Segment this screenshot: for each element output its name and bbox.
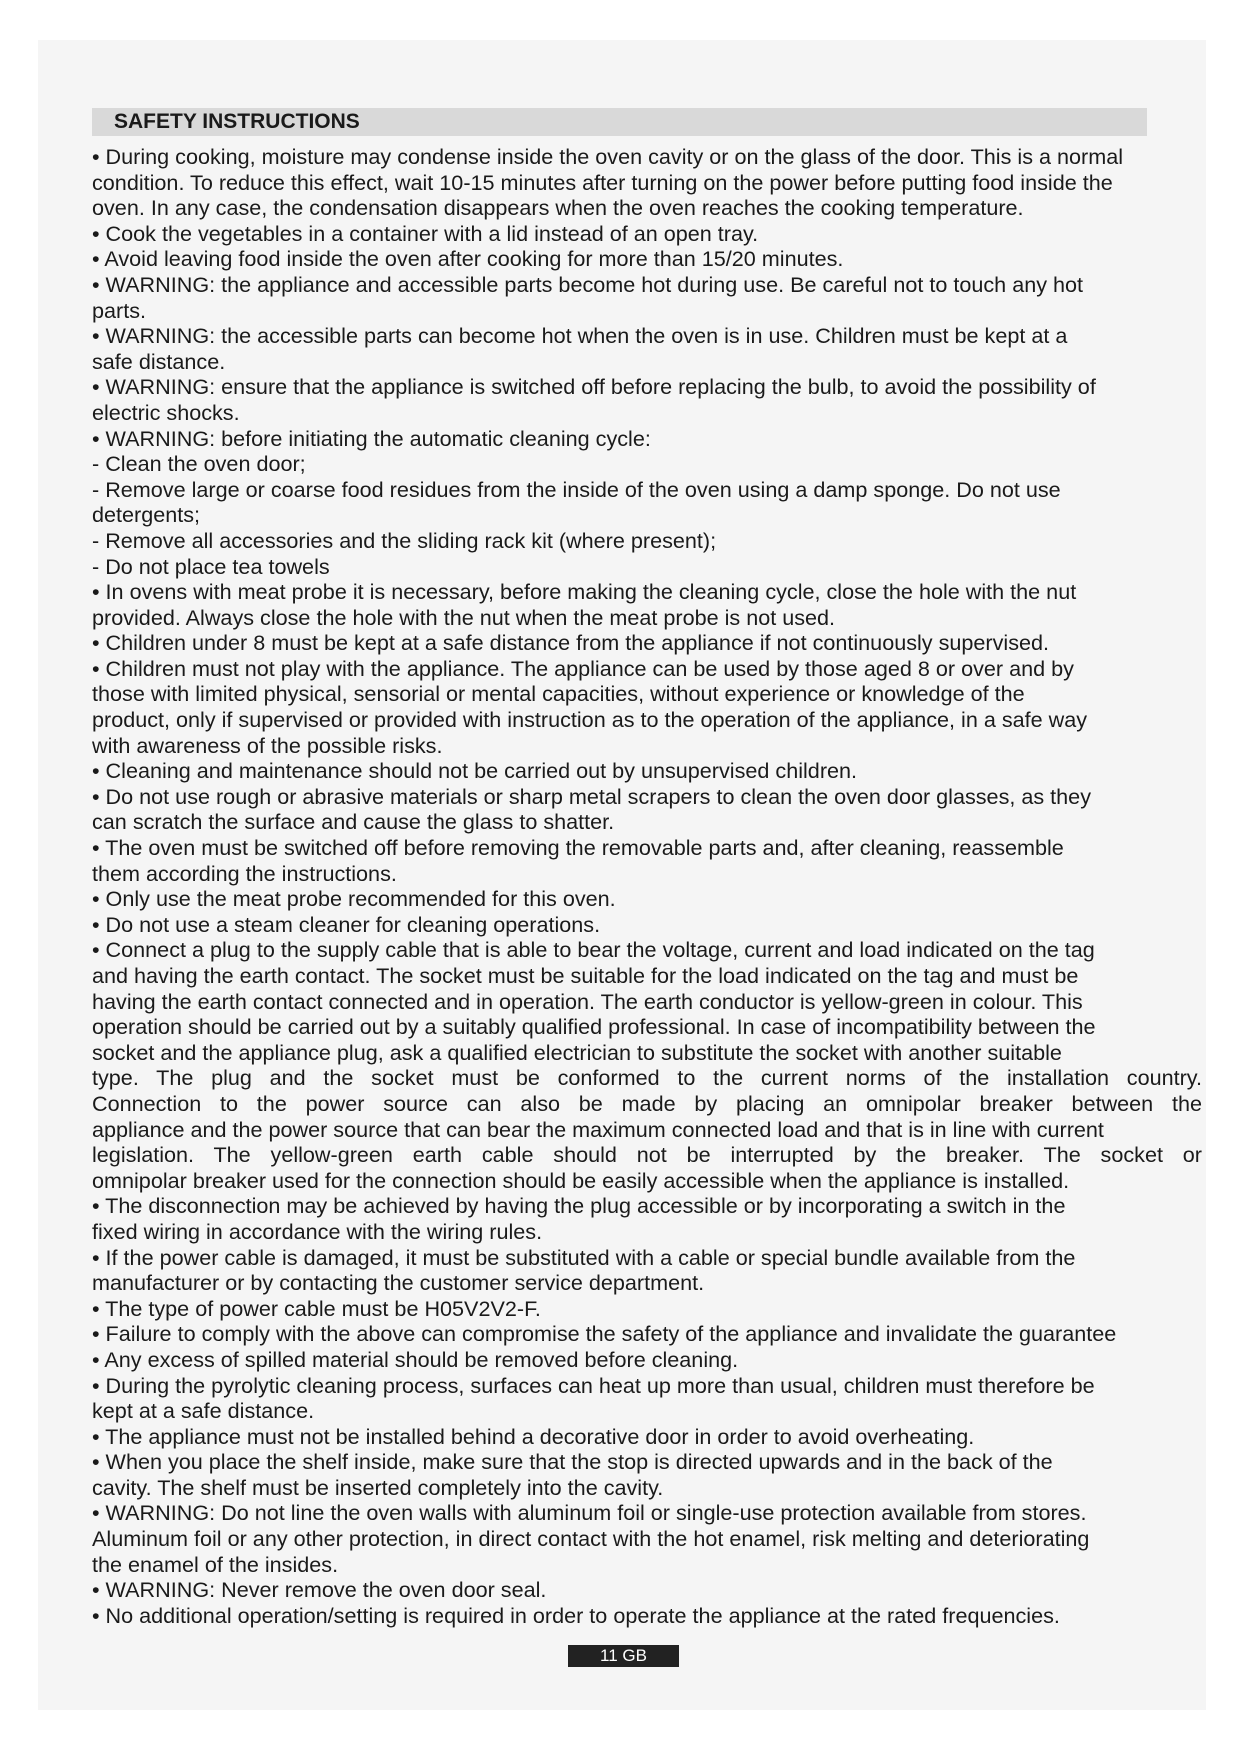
text-line: • Do not use a steam cleaner for cleaning operations. (92, 911, 601, 937)
text-line: • WARNING: the accessible parts can become hot when the oven is in use. Children must be kept at a (92, 323, 1068, 349)
text-line: • No additional operation/setting is required in order to operate the appliance at the rated frequencies. (92, 1602, 1060, 1628)
text-line: • Any excess of spilled material should be removed before cleaning. (92, 1346, 739, 1372)
text-line: Aluminum foil or any other protection, in direct contact with the hot enamel, risk melting and deteriorating (92, 1526, 1090, 1552)
text-line: • Children under 8 must be kept at a safe distance from the appliance if not continuously supervised. (92, 630, 1050, 656)
text-line: manufacturer or by contacting the customer service department. (92, 1270, 705, 1296)
text-line: appliance and the power source that can bear the maximum connected load and that is in line with current (92, 1116, 1104, 1142)
text-line: condition. To reduce this effect, wait 10-15 minutes after turning on the power before putting food inside the (92, 169, 1113, 195)
text-line: kept at a safe distance. (92, 1398, 315, 1424)
text-line: • Cleaning and maintenance should not be carried out by unsupervised children. (92, 758, 858, 784)
text-line: parts. (92, 297, 147, 323)
text-line: • Cook the vegetables in a container with a lid instead of an open tray. (92, 220, 759, 246)
text-line: safe distance. (92, 348, 226, 374)
text-line: cavity. The shelf must be inserted completely into the cavity. (92, 1474, 664, 1500)
text-line: • The oven must be switched off before removing the removable parts and, after cleaning, reassemble (92, 835, 1064, 861)
text-line: • The type of power cable must be H05V2V2-F. (92, 1295, 541, 1321)
text-line: legislation. The yellow-green earth cable should not be interrupted by the breaker. The socket or (92, 1142, 1202, 1168)
text-line: fixed wiring in accordance with the wiring rules. (92, 1218, 543, 1244)
instructions-body (92, 144, 1202, 1654)
text-line: electric shocks. (92, 399, 240, 425)
text-line: • WARNING: Do not line the oven walls with aluminum foil or single-use protection available from stores. (92, 1500, 1087, 1526)
text-line: • Only use the meat probe recommended for this oven. (92, 886, 616, 912)
page-number-badge: 11 GB (568, 1645, 679, 1667)
text-line: type. The plug and the socket must be conformed to the current norms of the installation country. (92, 1065, 1202, 1091)
text-line: and having the earth contact. The socket must be suitable for the load indicated on the tag and must be (92, 963, 1079, 988)
text-line: • Connect a plug to the supply cable that is able to bear the voltage, current and load indicated on the tag (92, 937, 1095, 963)
text-line: • If the power cable is damaged, it must be substituted with a cable or special bundle available from the (92, 1244, 1076, 1270)
text-line: those with limited physical, sensorial or mental capacities, without experience or knowledge of the (92, 681, 1025, 707)
text-line: • Do not use rough or abrasive materials or sharp metal scrapers to clean the oven door glasses, as they (92, 783, 1091, 809)
text-line: • When you place the shelf inside, make sure that the stop is directed upwards and in the back of the (92, 1449, 1053, 1475)
text-line: oven. In any case, the condensation disappears when the oven reaches the cooking temperature. (92, 195, 1024, 221)
text-line: provided. Always close the hole with the nut when the meat probe is not used. (92, 604, 836, 630)
section-title: SAFETY INSTRUCTIONS (114, 110, 360, 133)
text-line: • WARNING: before initiating the automatic cleaning cycle: (92, 425, 651, 451)
text-line: • Children must not play with the appliance. The appliance can be used by those aged 8 or over and by (92, 655, 1074, 681)
text-line: • During the pyrolytic cleaning process, surfaces can heat up more than usual, children must therefore be (92, 1372, 1095, 1398)
text-line: • WARNING: the appliance and accessible parts become hot during use. Be careful not to touch any hot (92, 271, 1084, 297)
text-line: • The disconnection may be achieved by having the plug accessible or by incorporating a switch in the (92, 1193, 1066, 1219)
text-line: • In ovens with meat probe it is necessary, before making the cleaning cycle, close the hole with the nut (92, 579, 1077, 605)
text-line: product, only if supervised or provided with instruction as to the operation of the appliance, in a safe way (92, 707, 1088, 733)
text-line: • Avoid leaving food inside the oven after cooking for more than 15/20 minutes. (92, 246, 844, 272)
text-line: • WARNING: ensure that the appliance is switched off before replacing the bulb, to avoid the possibility of (92, 374, 1096, 400)
text-line: • Failure to comply with the above can compromise the safety of the appliance and invalidate the guarantee (92, 1321, 1117, 1347)
text-line: can scratch the surface and cause the glass to shatter. (92, 809, 615, 835)
text-line: having the earth contact connected and in operation. The earth conductor is yellow-green in colour. This (92, 988, 1083, 1014)
text-line: the enamel of the insides. (92, 1551, 339, 1577)
text-line: • The appliance must not be installed behind a decorative door in order to avoid overheating. (92, 1423, 975, 1449)
text-line: omnipolar breaker used for the connection should be easily accessible when the appliance is installed. (92, 1167, 1070, 1193)
text-line: - Remove large or coarse food residues from the inside of the oven using a damp sponge. Do not use (92, 476, 1061, 502)
text-line: Connection to the power source can also be made by placing an omnipolar breaker between the (92, 1090, 1202, 1116)
text-line: them according the instructions. (92, 860, 397, 886)
text-line: with awareness of the possible risks. (92, 732, 443, 758)
text-line: socket and the appliance plug, ask a qualified electrician to substitute the socket with another suitable (92, 1039, 1062, 1065)
text-line: operation should be carried out by a suitably qualified professional. In case of incompatibility between the (92, 1014, 1096, 1040)
text-line: detergents; (92, 502, 201, 528)
text-line: • WARNING: Never remove the oven door seal. (92, 1577, 547, 1603)
text-line: • During cooking, moisture may condense inside the oven cavity or on the glass of the door. This is a normal (92, 144, 1124, 169)
text-line: - Remove all accessories and the sliding rack kit (where present); (92, 527, 717, 553)
text-line: - Do not place tea towels (92, 553, 330, 579)
text-line: - Clean the oven door; (92, 451, 306, 477)
